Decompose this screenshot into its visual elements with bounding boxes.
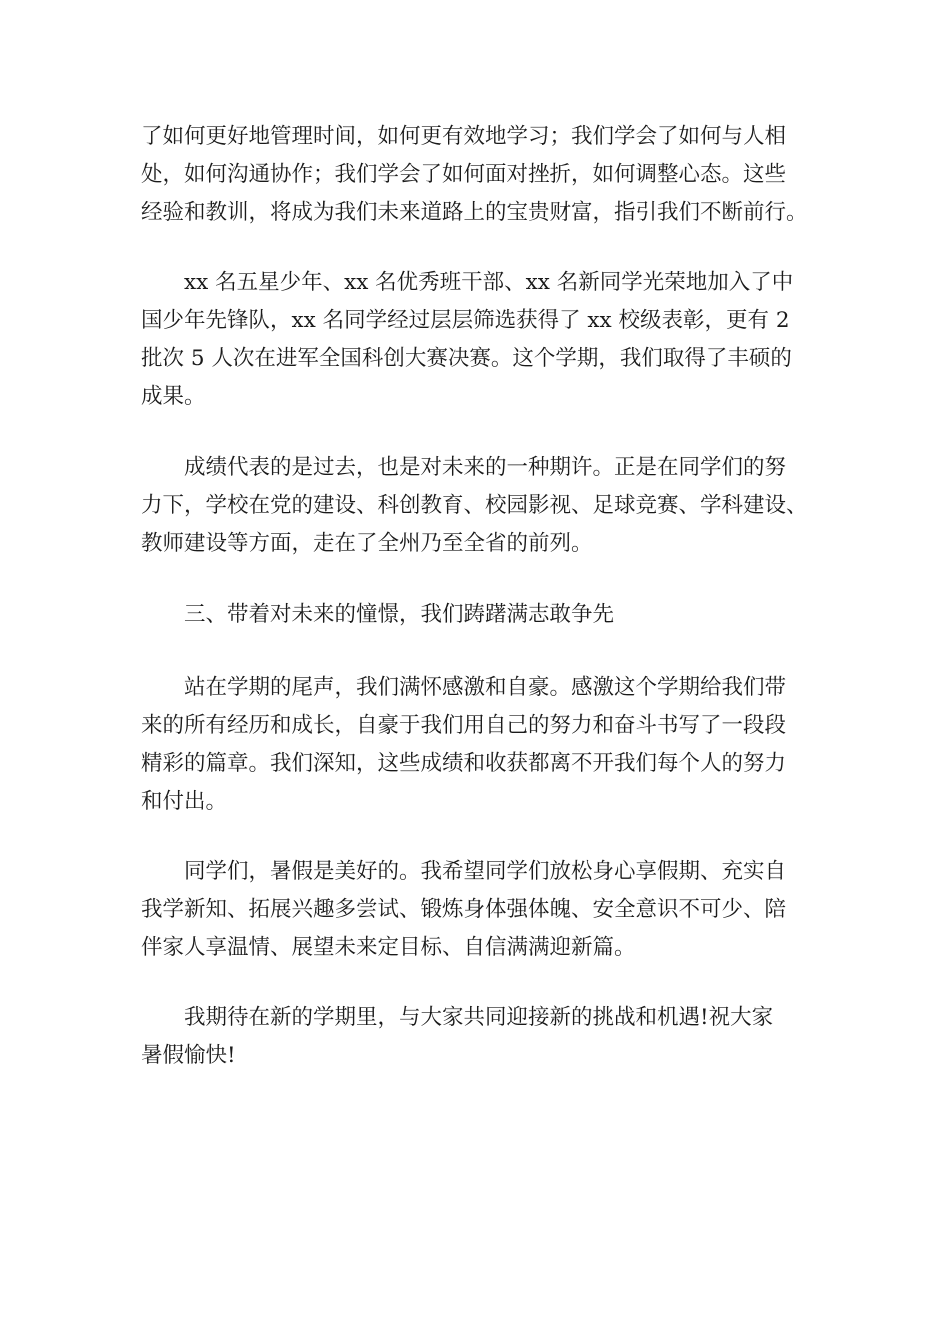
paragraph-line: 了如何更好地管理时间，如何更有效地学习；我们学会了如何与人相 [141,124,787,149]
paragraph-line: 来的所有经历和成长，自豪于我们用自己的努力和奋斗书写了一段段 [141,713,787,738]
paragraph-line: 教师建设等方面，走在了全州乃至全省的前列。 [141,531,593,556]
paragraph-5 [141,669,831,821]
paragraph-2 [141,264,831,416]
paragraph-line: 成果。 [141,384,206,409]
paragraph-line: xx 名五星少年、xx 名优秀班干部、xx 名新同学光荣地加入了中 [184,270,794,295]
paragraph-line: 批次 5 人次在进军全国科创大赛决赛。这个学期，我们取得了丰硕的 [141,346,792,371]
paragraph-line: 国少年先锋队，xx 名同学经过层层筛选获得了 xx 校级表彰，更有 2 [141,308,790,333]
paragraph-6 [141,853,831,967]
paragraph-line: 我学新知、拓展兴趣多尝试、锻炼身体强体魄、安全意识不可少、陪 [141,897,787,922]
paragraph-line: 暑假愉快! [141,1043,236,1068]
paragraph-line: 我期待在新的学期里，与大家共同迎接新的挑战和机遇!祝大家 [184,1005,774,1030]
section-heading [141,596,831,634]
paragraph-line: 同学们，暑假是美好的。我希望同学们放松身心享假期、充实自 [184,859,787,884]
paragraph-7 [141,999,831,1075]
paragraph-line: 力下，学校在党的建设、科创教育、校园影视、足球竞赛、学科建设、 [141,493,808,518]
section-heading-text: 三、带着对未来的憧憬，我们踌躇满志敢争先 [184,602,615,627]
paragraph-line: 站在学期的尾声，我们满怀感激和自豪。感激这个学期给我们带 [184,675,787,700]
paragraph-3 [141,449,831,563]
paragraph-line: 伴家人享温情、展望未来定目标、自信满满迎新篇。 [141,935,636,960]
paragraph-line: 和付出。 [141,789,228,814]
paragraph-line: 精彩的篇章。我们深知，这些成绩和收获都离不开我们每个人的努力 [141,751,787,776]
paragraph-line: 经验和教训，将成为我们未来道路上的宝贵财富，指引我们不断前行。 [141,200,808,225]
paragraph-1 [141,118,831,232]
paragraph-line: 处，如何沟通协作；我们学会了如何面对挫折，如何调整心态。这些 [141,162,787,187]
paragraph-line: 成绩代表的是过去，也是对未来的一种期许。正是在同学们的努 [184,455,787,480]
